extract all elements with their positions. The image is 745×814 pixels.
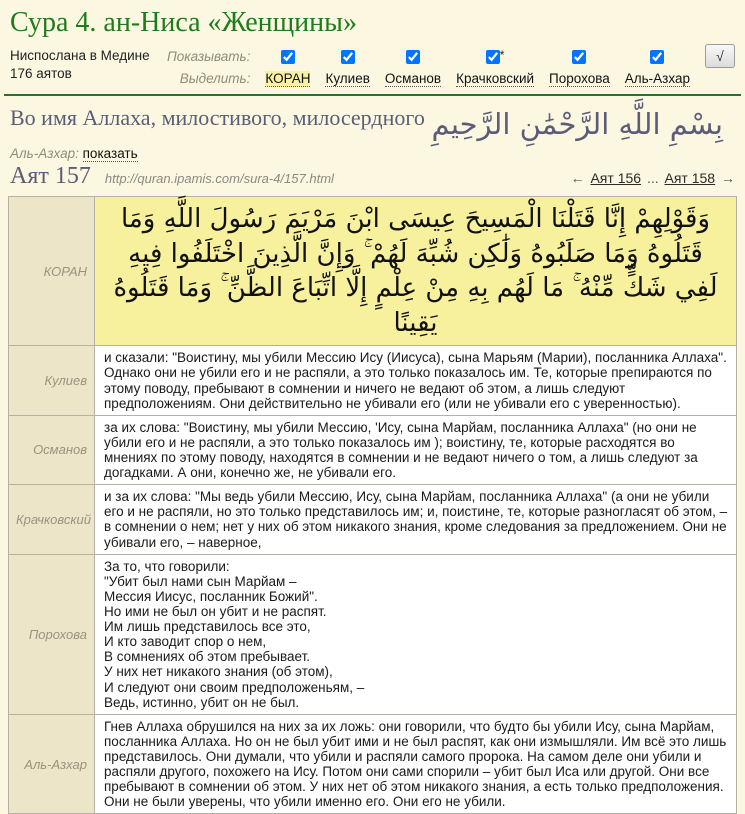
show-checkbox-alazhar[interactable]: [650, 50, 664, 64]
show-checkbox-osmanov[interactable]: [406, 50, 420, 64]
verse-row-porokhova: [9, 554, 737, 714]
highlight-row-label: Выделить:: [179, 71, 251, 86]
show-checkbox-cell-kuliev: [341, 48, 355, 63]
ayat-header: [10, 163, 737, 190]
translation-text: Гнев Аллаха обрушился на них за их ложь: они говорили, что будто бы убили Ису, сына Марйам, посланника Аллаха. Но он не был убит ими и не был распят, как они измышляли. Им всё это лишь представилось. Они думали, что убили и распяли самого пророка. На самом деле они убили и распяли другого, похожего на Ису. Потом они сами спорили – убит был Иса или другой. Они все пребывают в сомнении об этом. У них нет об этом никакого знания, а есть только предположения. Они не были уверены, что убили именно его. Они его не убили.: [95, 714, 737, 814]
verse-row-krachkovsky: [9, 485, 737, 554]
verse-row-alazhar: [9, 714, 737, 814]
highlight-link-koran[interactable]: КОРАН: [265, 71, 311, 86]
bismillah-left: [8, 96, 425, 161]
show-checkbox-cell-osmanov: [406, 48, 420, 63]
checkbox-asterisk: *: [499, 48, 505, 63]
verse-table: [8, 196, 737, 814]
highlight-link-krachkovsky[interactable]: Крачковский: [456, 71, 535, 86]
ayat-url: http://quran.ipamis.com/sura-4/157.html: [104, 171, 334, 186]
highlight-link-porokhova[interactable]: Порохова: [549, 71, 610, 86]
highlight-link-kuliev[interactable]: Кулиев: [325, 71, 370, 86]
highlight-link-osmanov[interactable]: Османов: [384, 71, 442, 86]
highlight-cell-porokhova: [549, 71, 610, 86]
translation-text: и сказали: "Воистину, мы убили Мессию Ису (Иисуса), сына Марьям (Марии), посланника Аллаха". Однако они не убили его и не распяли, а это только показалось им. Те, которые препираются по этому поводу, пребывают в сомнении и ничего не ведают об этом, а лишь следуют предположениям. Они действительно не убивали его (или не убивали его с уверенностью).: [95, 346, 737, 415]
sura-meta: [10, 47, 150, 83]
verse-row-koran: [9, 197, 737, 346]
show-checkbox-koran[interactable]: [281, 50, 295, 64]
alazhar-toggle-line: [10, 146, 425, 161]
show-checkbox-kuliev[interactable]: [341, 50, 355, 64]
next-arrow-icon: →: [721, 170, 735, 186]
highlight-cell-krachkovsky: [456, 71, 534, 86]
show-checkbox-cell-koran: [281, 48, 295, 63]
translation-text: за их слова: "Воистину, мы убили Мессию, 'Ису, сына Марйам, посланника Аллаха" (но они не убили его и не распяли, а это только показалось им ); воистину, те, которые расходятся во мнениях по этому поводу, находятся в сомнении и не ведают ничего о том, а лишь следуют за догадками. А они, конечно же, не убивали его.: [95, 415, 737, 484]
show-checkbox-cell-porokhova: [572, 48, 586, 63]
show-checkbox-cell-alazhar: [650, 48, 664, 63]
highlight-cell-koran: [265, 71, 310, 86]
translator-label: КОРАН: [9, 197, 95, 346]
highlight-cell-kuliev: [325, 71, 369, 86]
prev-ayat-link[interactable]: Аят 156: [590, 170, 642, 186]
prev-arrow-icon: ←: [570, 170, 585, 186]
header-row: [8, 44, 737, 86]
translator-label: Аль-Азхар: [9, 714, 95, 814]
nav-ellipsis: ...: [646, 170, 659, 186]
verse-row-osmanov: [9, 415, 737, 484]
alazhar-label: Аль-Азхар:: [10, 146, 79, 161]
translation-text: За то, что говорили: "Убит был нами сын Марйам – Мессия Иисус, посланник Божий". Но ими не был он убит и не распят. Им лишь представилось все это, И кто заводит спор о нем, В сомнениях об этом пребывает. У них нет никакого знания (об этом), И следуют они своим предположеньям, – Ведь, истинно, убит он не был.: [95, 554, 737, 714]
highlight-cell-osmanov: [385, 71, 441, 86]
ayat-count: 176 аятов: [10, 66, 72, 81]
apply-button[interactable]: √: [705, 44, 735, 68]
page-root: [0, 7, 745, 814]
bismillah-section: [8, 96, 737, 161]
revealed-in: Ниспослана в Медине: [10, 48, 150, 63]
translator-label: Кулиев: [9, 346, 95, 415]
quran-arabic-text: وَقَوْلِهِمْ إِنَّا قَتَلْنَا الْمَسِيحَ عِيسَى ابْنَ مَرْيَمَ رَسُولَ اللَّهِ وَمَا قَتَلُوهُ وَمَا صَلَبُوهُ وَلَٰكِن شُبِّهَ لَهُمْ ۚ وَإِنَّ الَّذِينَ اخْتَلَفُوا فِيهِ لَفِي شَكٍّ مِّنْهُ ۚ مَا لَهُم بِهِ مِنْ عِلْمٍ إِلَّا اتِّبَاعَ الظَّنِّ ۚ وَمَا قَتَلُوهُ يَقِينًا: [95, 197, 737, 346]
translator-label: Порохова: [9, 554, 95, 714]
translation-text: и за их слова: "Мы ведь убили Мессию, Ису, сына Марйам, посланника Аллаха" (а они не убили его и не распяли, но это только представилось им; и, поистине, те, которые разногласят об этом, – в сомнении о нем; нет у них об этом никакого знания, кроме следования за предложением. Они не убивали его, – наверное,: [95, 485, 737, 554]
page-title: Сура 4. ан-Ниса «Женщины»: [10, 7, 357, 38]
show-row-label: Показывать:: [166, 48, 251, 64]
display-controls: [167, 44, 735, 86]
highlight-cell-alazhar: [625, 71, 690, 86]
bismillah-arabic: بِسْمِ اللَّهِ الرَّحْمَٰنِ الرَّحِيمِ: [431, 107, 723, 141]
show-tafsir-link[interactable]: показать: [82, 146, 138, 161]
highlight-link-alazhar[interactable]: Аль-Азхар: [624, 71, 690, 86]
show-checkbox-cell-krachkovsky: [486, 48, 505, 63]
ayat-title: Аят 157: [10, 163, 91, 189]
translator-label: Крачковский: [9, 485, 95, 554]
verse-row-kuliev: [9, 346, 737, 415]
translator-label: Османов: [9, 415, 95, 484]
next-ayat-link[interactable]: Аят 158: [664, 170, 716, 186]
ayat-navigation: [571, 170, 735, 186]
show-checkbox-porokhova[interactable]: [572, 50, 586, 64]
show-checkbox-krachkovsky[interactable]: [486, 50, 500, 64]
bismillah-russian: Во имя Аллаха, милостивого, милосердного: [10, 105, 425, 130]
